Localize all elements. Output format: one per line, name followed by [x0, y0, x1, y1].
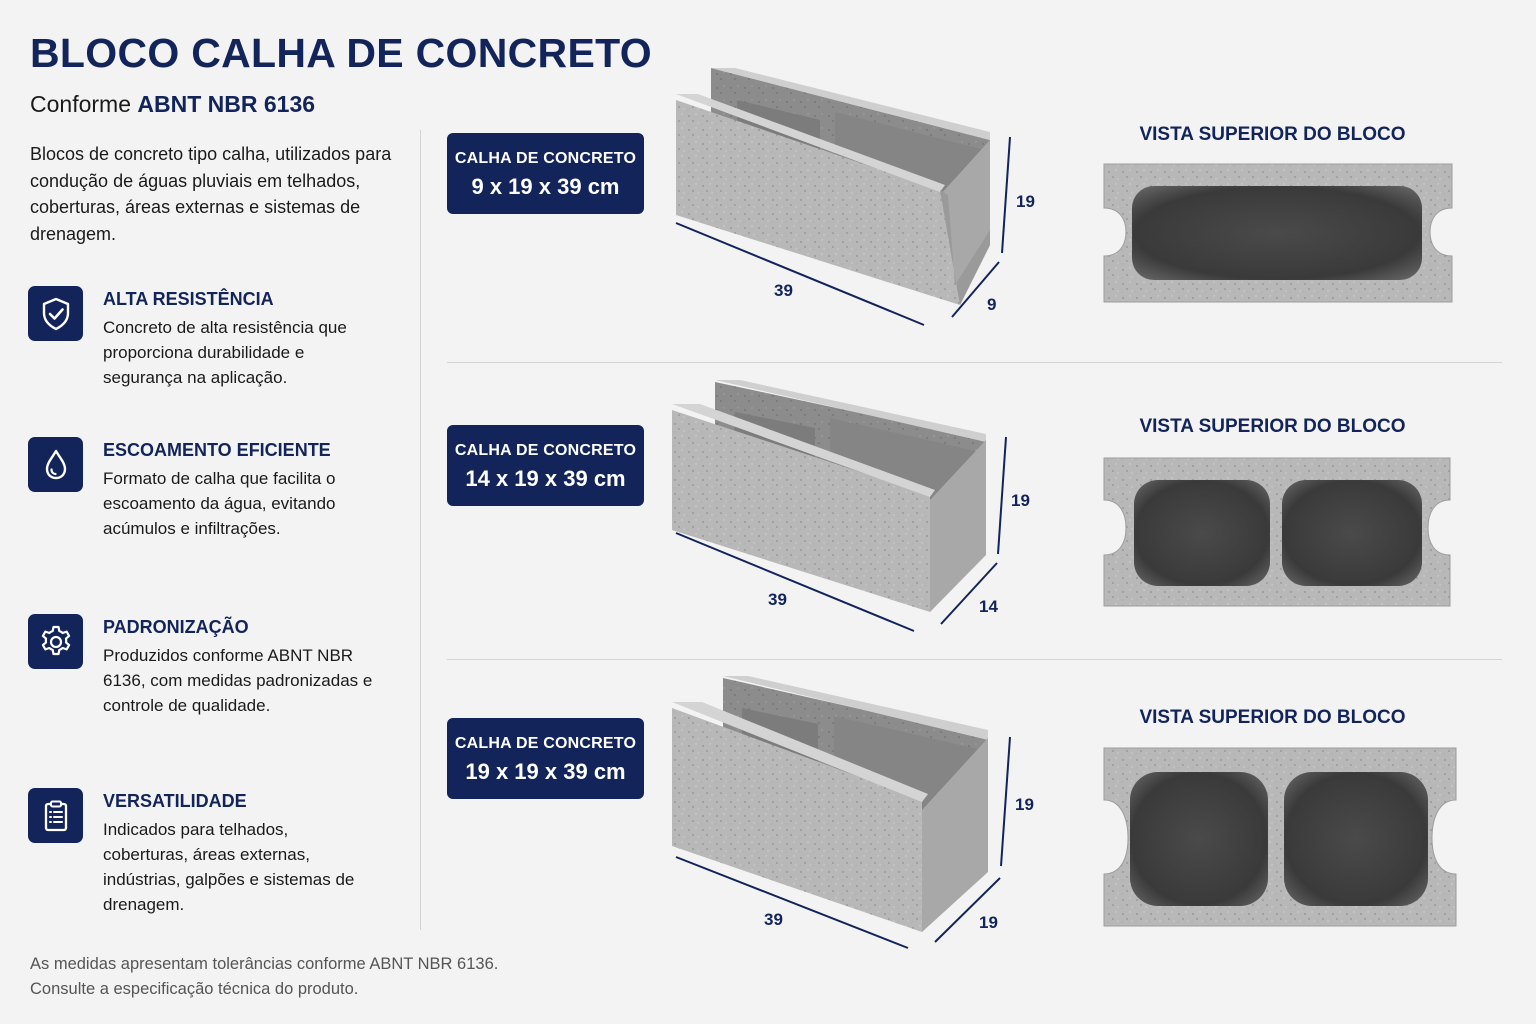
- badge-label: CALHA DE CONCRETO: [454, 735, 637, 752]
- feature-description: Indicados para telhados, coberturas, áreas externas, indústrias, galpões e sistemas de drenagem.: [103, 820, 355, 914]
- badge-size: 19 x 19 x 39 cm: [465, 759, 626, 784]
- dimension-length: 39: [768, 590, 787, 609]
- top-view-2: [1104, 458, 1450, 606]
- dimension-width: 9: [987, 295, 997, 314]
- badge-label: CALHA DE CONCRETO: [454, 150, 637, 167]
- product-badge-2: [447, 425, 644, 506]
- dimension-height: 19: [1015, 795, 1034, 814]
- badge-label: CALHA DE CONCRETO: [454, 442, 637, 459]
- feature-title: VERSATILIDADE: [103, 791, 247, 811]
- feature-title: ESCOAMENTO EFICIENTE: [103, 440, 331, 460]
- footnote: [30, 952, 498, 1002]
- page-title: BLOCO CALHA DE CONCRETO: [30, 30, 652, 76]
- footnote-line: As medidas apresentam tolerâncias conforme ABNT NBR 6136.: [30, 955, 499, 973]
- block-3d-1: [676, 68, 990, 305]
- dimension-width: 19: [979, 913, 998, 932]
- footnote-line: Consulte a especificação técnica do produto.: [30, 980, 359, 998]
- feature-title: ALTA RESISTÊNCIA: [103, 289, 274, 309]
- top-view-title: VISTA SUPERIOR DO BLOCO: [1139, 124, 1406, 145]
- top-view-3: [1104, 748, 1456, 926]
- badge-size: 14 x 19 x 39 cm: [465, 466, 626, 491]
- top-view-1: [1104, 164, 1452, 302]
- dimension-length: 39: [764, 910, 783, 929]
- product-badge-3: [447, 718, 644, 799]
- dimension-height: 19: [1016, 192, 1035, 211]
- dimension-length: 39: [774, 281, 793, 300]
- top-view-title: VISTA SUPERIOR DO BLOCO: [1139, 416, 1406, 437]
- feature-description: Concreto de alta resistência que proporciona durabilidade e segurança na aplicação.: [103, 318, 347, 387]
- feature-description: Formato de calha que facilita o escoamento da água, evitando acúmulos e infiltrações.: [103, 469, 336, 538]
- dimension-height: 19: [1011, 491, 1030, 510]
- dimension-width: 14: [979, 597, 998, 616]
- intro-text: Blocos de concreto tipo calha, utilizados para condução de águas pluviais em telhados, coberturas, áreas externas e sistemas de drenagem.: [30, 144, 392, 244]
- subtitle-prefix: Conforme: [30, 91, 131, 117]
- feature-title: PADRONIZAÇÃO: [103, 617, 249, 637]
- subtitle-norm: ABNT NBR 6136: [137, 91, 316, 117]
- product-badge-1: [447, 133, 644, 214]
- block-3d-3: [672, 676, 988, 932]
- top-view-title: VISTA SUPERIOR DO BLOCO: [1139, 707, 1406, 728]
- badge-size: 9 x 19 x 39 cm: [471, 174, 620, 199]
- block-3d-2: [672, 380, 986, 612]
- feature-description: Produzidos conforme ABNT NBR 6136, com medidas padronizadas e controle de qualidade.: [103, 646, 373, 715]
